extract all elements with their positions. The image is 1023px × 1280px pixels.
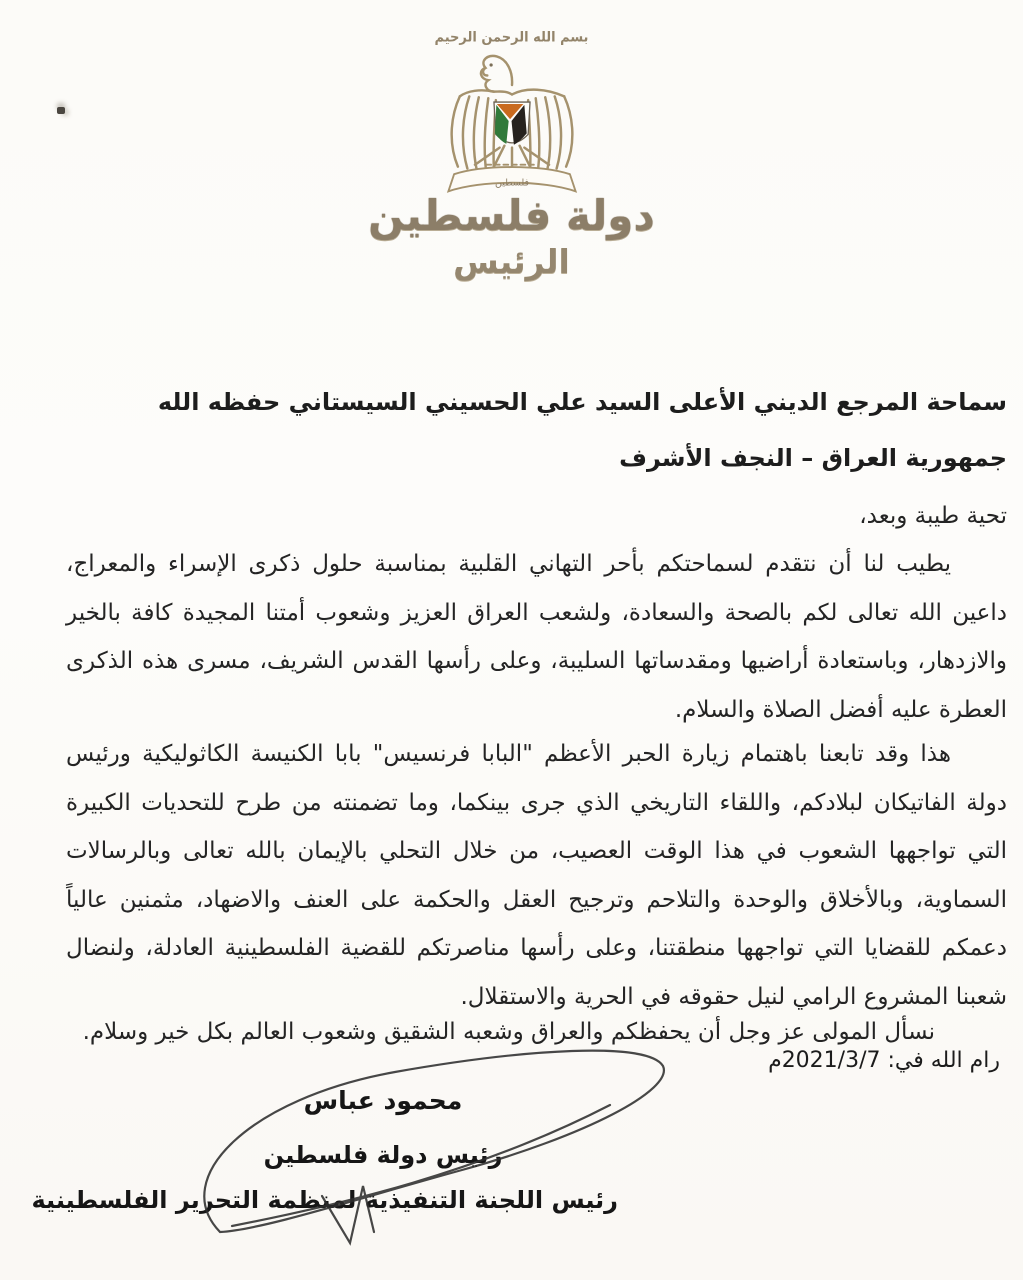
recipient-block (68, 374, 1007, 486)
signatory-title-2: رئيس اللجنة التنفيذية لمنظمة التحرير الفلسطينية (31, 1186, 618, 1214)
flag-shield (493, 102, 529, 145)
banner-text: فلسطين (494, 177, 529, 189)
dateline: رام الله في: 2021/3/7م (768, 1048, 1000, 1073)
letterhead (0, 0, 1023, 281)
body-paragraph-1: يطيب لنا أن نتقدم لسماحتكم بأحر التهاني القلبية بمناسبة حلول ذكرى الإسراء والمعراج، داعين الله تعالى لكم بالصحة والسعادة، ولشعب العراق العزيز وشعوب أمتنا المجيدة كافة بالخير والازدهار، وباستعادة أراضيها ومقدساتها السليبة، وعلى رأسها القدس الشريف، مسرى هذه الذكرى العطرة عليه أفضل الصلاة والسلام. (66, 551, 1007, 723)
eagle-eye (489, 63, 492, 66)
recipient-line2: جمهورية العراق – النجف الأشرف (619, 444, 1007, 472)
signatory-name: محمود عباس (303, 1086, 463, 1115)
signatory-title-1: رئيس دولة فلسطين (263, 1141, 503, 1169)
basmala-calligraphy: بسم الله الرحمن الرحيم (434, 29, 589, 46)
palestine-eagle-emblem (0, 47, 1023, 197)
eagle-emblem-graphic (428, 47, 596, 197)
body-paragraph-2: هذا وقد تابعنا باهتمام زيارة الحبر الأعظم "البابا فرنسيس" بابا الكنيسة الكاثوليكية ورئيس دولة الفاتيكان لبلادكم، واللقاء التاريخي الذي جرى بينكما، وما تضمنته من طرح للتحديات الكبيرة التي تواجهها الشعوب في هذا الوقت العصيب، من خلال التحلي بالإيمان بالله تعالى وبالرسالات السماوية، وبالأخلاق والوحدة والتلاحم وترجيح العقل والحكمة على العنف والاضهاد، مثمنين عالياً دعمكم للقضايا التي تواجهها منطقتنا، وعلى رأسها مناصرتكم للقضية الفلسطينية العادلة، ولنضال شعبنا المشروع الرامي لنيل حقوقه في الحرية والاستقلال. (66, 741, 1007, 1010)
recipient-line1: سماحة المرجع الديني الأعلى السيد علي الحسيني السيستاني حفظه الله (157, 388, 1007, 416)
office-title-calligraphy: الرئيس (453, 242, 570, 281)
greeting: تحية طيبة وبعد، (859, 503, 1007, 529)
closing-line: نسأل المولى عز وجل أن يحفظكم والعراق وشعبه الشقيق وشعوب العالم بكل خير وسلام. (82, 1019, 935, 1045)
signature-block (31, 1086, 618, 1214)
state-name-calligraphy: دولة فلسطين (368, 191, 655, 240)
name-banner (448, 167, 575, 191)
